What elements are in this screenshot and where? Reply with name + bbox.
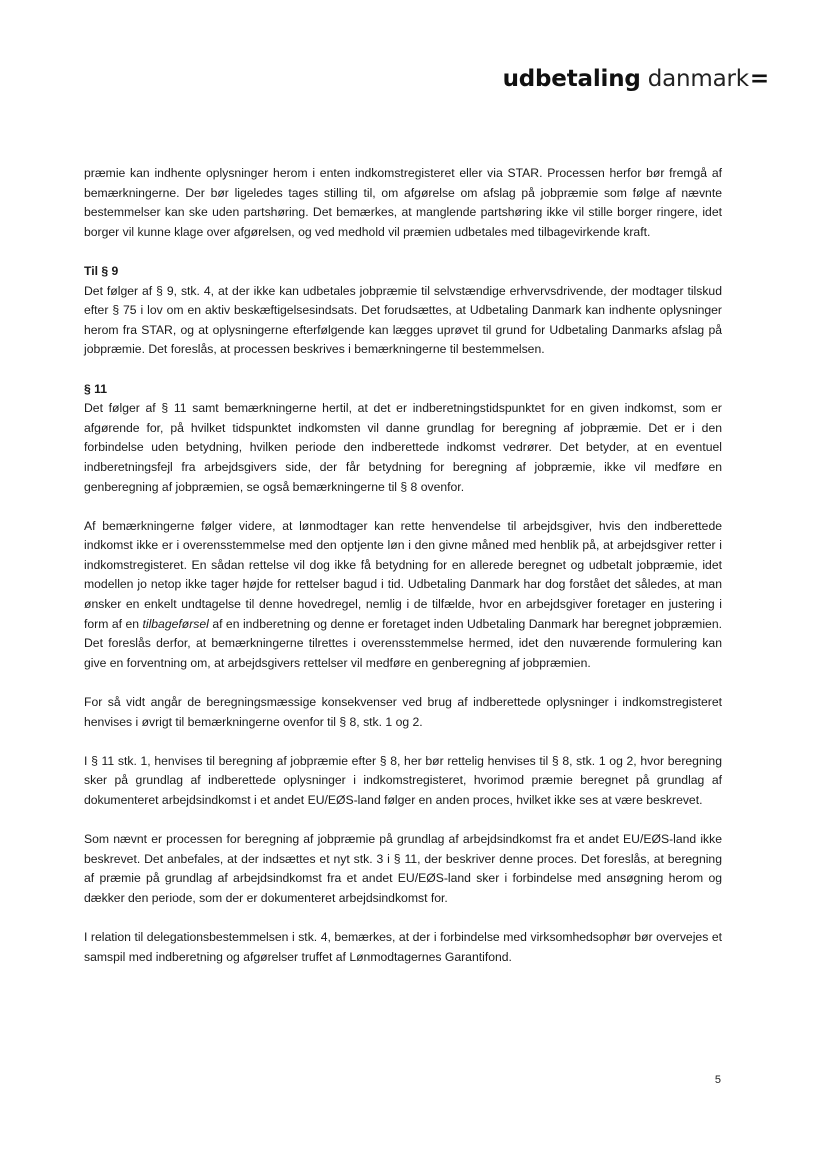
udbetaling-danmark-logo — [503, 66, 769, 92]
logo-mark: = — [749, 66, 769, 92]
section-heading-11: § 11 — [84, 381, 108, 396]
section-heading-9: Til § 9 — [84, 263, 119, 278]
logo-bold-text: udbetaling — [502, 66, 641, 92]
paragraph-eu-process: Som nævnt er processen for beregning af jobpræmie på grundlag af arbejdsindkomst fra et andet EU/EØS-land ikke beskrevet. Det anbefales, at der indsættes et nyt stk. 3 i § 11, der beskriver denne proces. Det foreslås, at beregning af præmie på grundlag af arbejdsindkomst fra et andet EU/EØS-land sker i forbindelse med ansøgning herom og dækker den periode, som der er dokumenteret arbejdsindkomst for. — [84, 832, 722, 905]
paragraph-corrections-emphasis: tilbageførsel — [142, 616, 209, 631]
logo-light-text: danmark — [647, 66, 749, 92]
page-number: 5 — [714, 1074, 721, 1086]
body-text — [84, 164, 722, 967]
paragraph-section-9: Det følger af § 9, stk. 4, at der ikke kan udbetales jobpræmie til selvstændige erhvervsdrivende, der modtager tilskud efter § 75 i lov om en aktiv beskæftigelsesindsats. Det forudsættes, at Udbetaling Danmark kan indhente oplysninger herom fra STAR, og at oplysningerne efterfølgende kan lægges uprøvet til grund for Udbetaling Danmarks afslag på jobpræmie. Det foreslås, at processen beskrives i bemærkningerne til bestemmelsen. — [84, 283, 722, 357]
paragraph-intro: præmie kan indhente oplysninger herom i enten indkomstregisteret eller via STAR. Processen herfor bør fremgå af bemærkningerne. Der bør ligeledes tages stilling til, om afgørelse om afslag på jobpræmie som følge af nævnte bestemmelser kan ske uden partshøring. Det bemærkes, at manglende partshøring ikke vil stille borger ringere, idet borger vil kunne klage over afgørelsen, og ved medhold vil præmien udbetales med tilbagevirkende kraft. — [84, 166, 722, 239]
paragraph-corrections-part-2: af en indberetning og denne er foretaget inden Udbetaling Danmark har beregnet jobpræmien. Det foreslås derfor, at bemærkningerne tilrettes i overensstemmelse hermed, idet den nuværende formulering kan give en forventning om, at arbejdsgivers rettelser vil medføre en genberegning af jobpræmien. — [84, 616, 722, 670]
paragraph-reference-correction: I § 11 stk. 1, henvises til beregning af jobpræmie efter § 8, her bør rettelig henvises til § 8, stk. 1 og 2, hvor beregning sker på grundlag af indberettede oplysninger i indkomstregisteret, hvorimod præmie beregnet på grundlag af dokumenteret arbejdsindkomst i et andet EU/EØS-land følger en anden proces, hvilket ikke ses at være beskrevet. — [84, 753, 722, 807]
paragraph-corrections-part-1: Af bemærkningerne følger videre, at lønmodtager kan rette henvendelse til arbejdsgiver, hvis den indberettede indkomst ikke er i overensstemmelse med den optjente løn i den givne måned med henblik på, at arbejdsgiver retter i indkomstregisteret. En sådan rettelse vil dog ikke få betydning for en allerede beregnet og udbetalt jobpræmie, idet modellen jo netop ikke tager højde for rettelser bagud i tid. Udbetaling Danmark har dog forstået det således, at man ønsker en enkelt undtagelse til denne hovedregel, nemlig i de tilfælde, hvor en arbejdsgiver foretager en justering i form af en — [84, 518, 722, 631]
paragraph-calculation-consequences: For så vidt angår de beregningsmæssige konsekvenser ved brug af indberettede oplysninger i indkomstregisteret henvises i øvrigt til bemærkningerne ovenfor til § 8, stk. 1 og 2. — [84, 695, 722, 729]
paragraph-section-11: Det følger af § 11 samt bemærkningerne hertil, at det er indberetningstidspunktet for en given indkomst, som er afgørende for, på hvilket tidspunktet indkomsten vil danne grundlag for beregning af jobpræmie. Det er i den forbindelse uden betydning, hvilken periode den indberettede indkomst vedrører. Det betyder, at en eventuel indberetningsfejl fra arbejdsgivers side, der får betydning for beregning af jobpræmie, ikke vil medføre en genberegning af jobpræmien, se også bemærkningerne til § 8 ovenfor. — [84, 401, 722, 494]
paragraph-corrections — [84, 517, 722, 674]
paragraph-delegation: I relation til delegationsbestemmelsen i stk. 4, bemærkes, at der i forbindelse med virksomhedsophør bør overvejes et samspil med indberetning og afgørelser truffet af Lønmodtagernes Garantifond. — [84, 930, 722, 964]
